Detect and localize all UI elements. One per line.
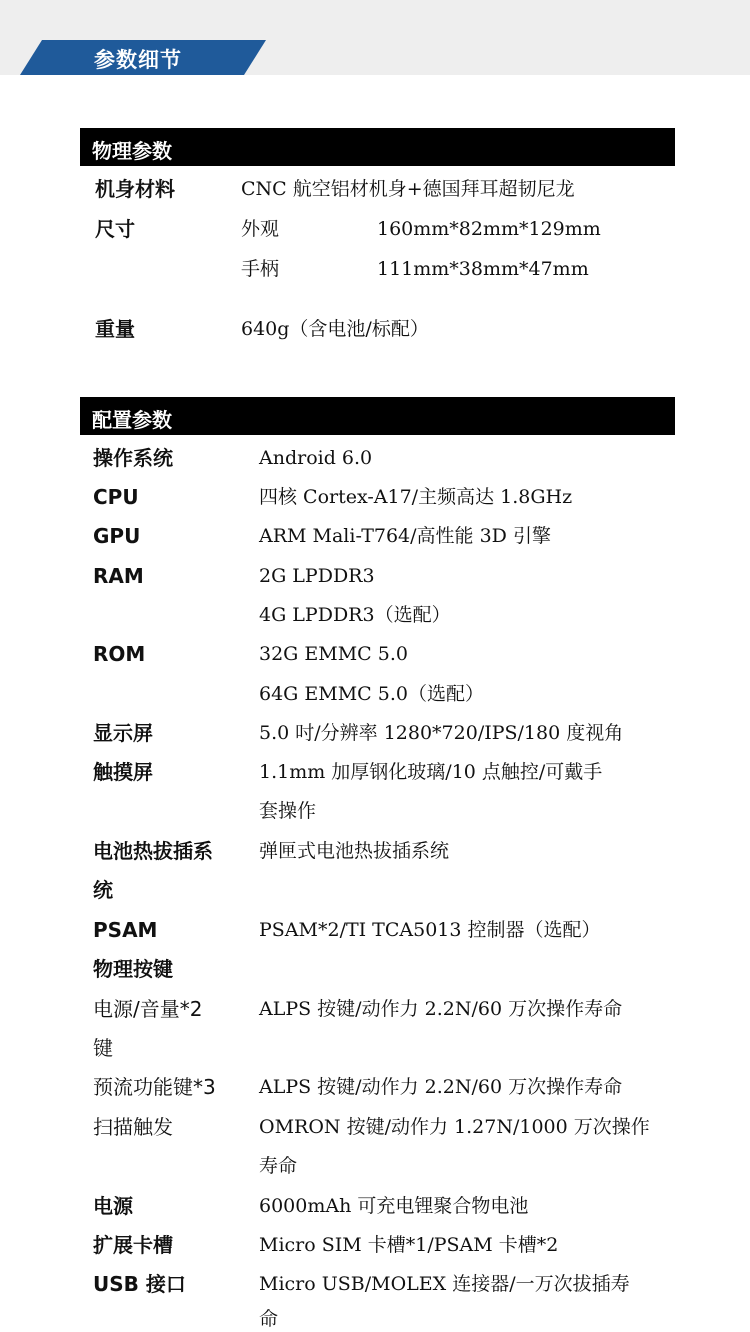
spec-value: CNC 航空铝材机身+德国拜耳超韧尼龙 bbox=[241, 178, 575, 200]
spec-value: 32G EMMC 5.0 bbox=[259, 643, 408, 665]
spec-value: ARM Mali-T764/高性能 3D 引擎 bbox=[259, 525, 551, 547]
spec-label: 显示屏 bbox=[93, 721, 153, 745]
spec-label: 物理按键 bbox=[93, 957, 173, 981]
section-title: 配置参数 bbox=[92, 408, 172, 432]
spec-value: 640g（含电池/标配） bbox=[241, 318, 429, 340]
spec-label: 操作系统 bbox=[93, 446, 173, 470]
spec-value: 160mm*82mm*129mm bbox=[377, 218, 601, 240]
spec-value: 弹匣式电池热拔插系统 bbox=[259, 840, 450, 862]
section-header-config bbox=[80, 397, 675, 435]
spec-label: CPU bbox=[93, 485, 139, 509]
spec-value: 4G LPDDR3（选配） bbox=[259, 604, 451, 626]
spec-sub-label: 扫描触发 bbox=[93, 1115, 173, 1139]
spec-sub-label: 键 bbox=[93, 1036, 113, 1060]
spec-value: 命 bbox=[259, 1308, 279, 1330]
spec-value: 111mm*38mm*47mm bbox=[377, 258, 589, 280]
spec-value: ALPS 按键/动作力 2.2N/60 万次操作寿命 bbox=[259, 1076, 623, 1098]
spec-label: USB 接口 bbox=[93, 1272, 186, 1296]
spec-label: 机身材料 bbox=[95, 177, 175, 201]
spec-label: 触摸屏 bbox=[93, 760, 153, 784]
spec-value: 四核 Cortex-A17/主频高达 1.8GHz bbox=[259, 486, 573, 508]
spec-sub-label: 外观 bbox=[241, 218, 280, 240]
spec-value: 寿命 bbox=[259, 1155, 298, 1177]
spec-label: ROM bbox=[93, 642, 146, 666]
spec-value: PSAM*2/TI TCA5013 控制器（选配） bbox=[259, 919, 601, 941]
spec-label: 电池热拔插系 bbox=[93, 839, 213, 863]
spec-value: 套操作 bbox=[259, 800, 317, 822]
spec-label: PSAM bbox=[93, 918, 158, 942]
spec-label: 统 bbox=[93, 878, 113, 902]
spec-label: 电源 bbox=[93, 1194, 133, 1218]
spec-label: RAM bbox=[93, 564, 144, 588]
spec-value: ALPS 按键/动作力 2.2N/60 万次操作寿命 bbox=[259, 998, 623, 1020]
spec-sub-label: 预流功能键*3 bbox=[93, 1075, 216, 1099]
spec-sub-label: 手柄 bbox=[241, 258, 280, 280]
spec-value: 64G EMMC 5.0（选配） bbox=[259, 683, 484, 705]
spec-label: 重量 bbox=[95, 317, 135, 341]
spec-label: 扩展卡槽 bbox=[93, 1233, 173, 1257]
section-title: 物理参数 bbox=[92, 139, 172, 163]
spec-value: 5.0 吋/分辨率 1280*720/IPS/180 度视角 bbox=[259, 722, 624, 744]
spec-value: 1.1mm 加厚钢化玻璃/10 点触控/可戴手 bbox=[259, 761, 603, 783]
spec-value: OMRON 按键/动作力 1.27N/1000 万次操作 bbox=[259, 1116, 650, 1138]
spec-value: 6000mAh 可充电锂聚合物电池 bbox=[259, 1195, 529, 1217]
spec-value: Micro USB/MOLEX 连接器/一万次拔插寿 bbox=[259, 1273, 630, 1295]
section-header-physical bbox=[80, 128, 675, 166]
spec-value: Micro SIM 卡槽*1/PSAM 卡槽*2 bbox=[259, 1234, 559, 1256]
page-title: 参数细节 bbox=[94, 48, 182, 72]
spec-sub-label: 电源/音量*2 bbox=[93, 997, 203, 1021]
spec-value: Android 6.0 bbox=[259, 447, 373, 469]
spec-value: 2G LPDDR3 bbox=[259, 565, 375, 587]
spec-label: 尺寸 bbox=[95, 217, 135, 241]
spec-label: GPU bbox=[93, 524, 141, 548]
